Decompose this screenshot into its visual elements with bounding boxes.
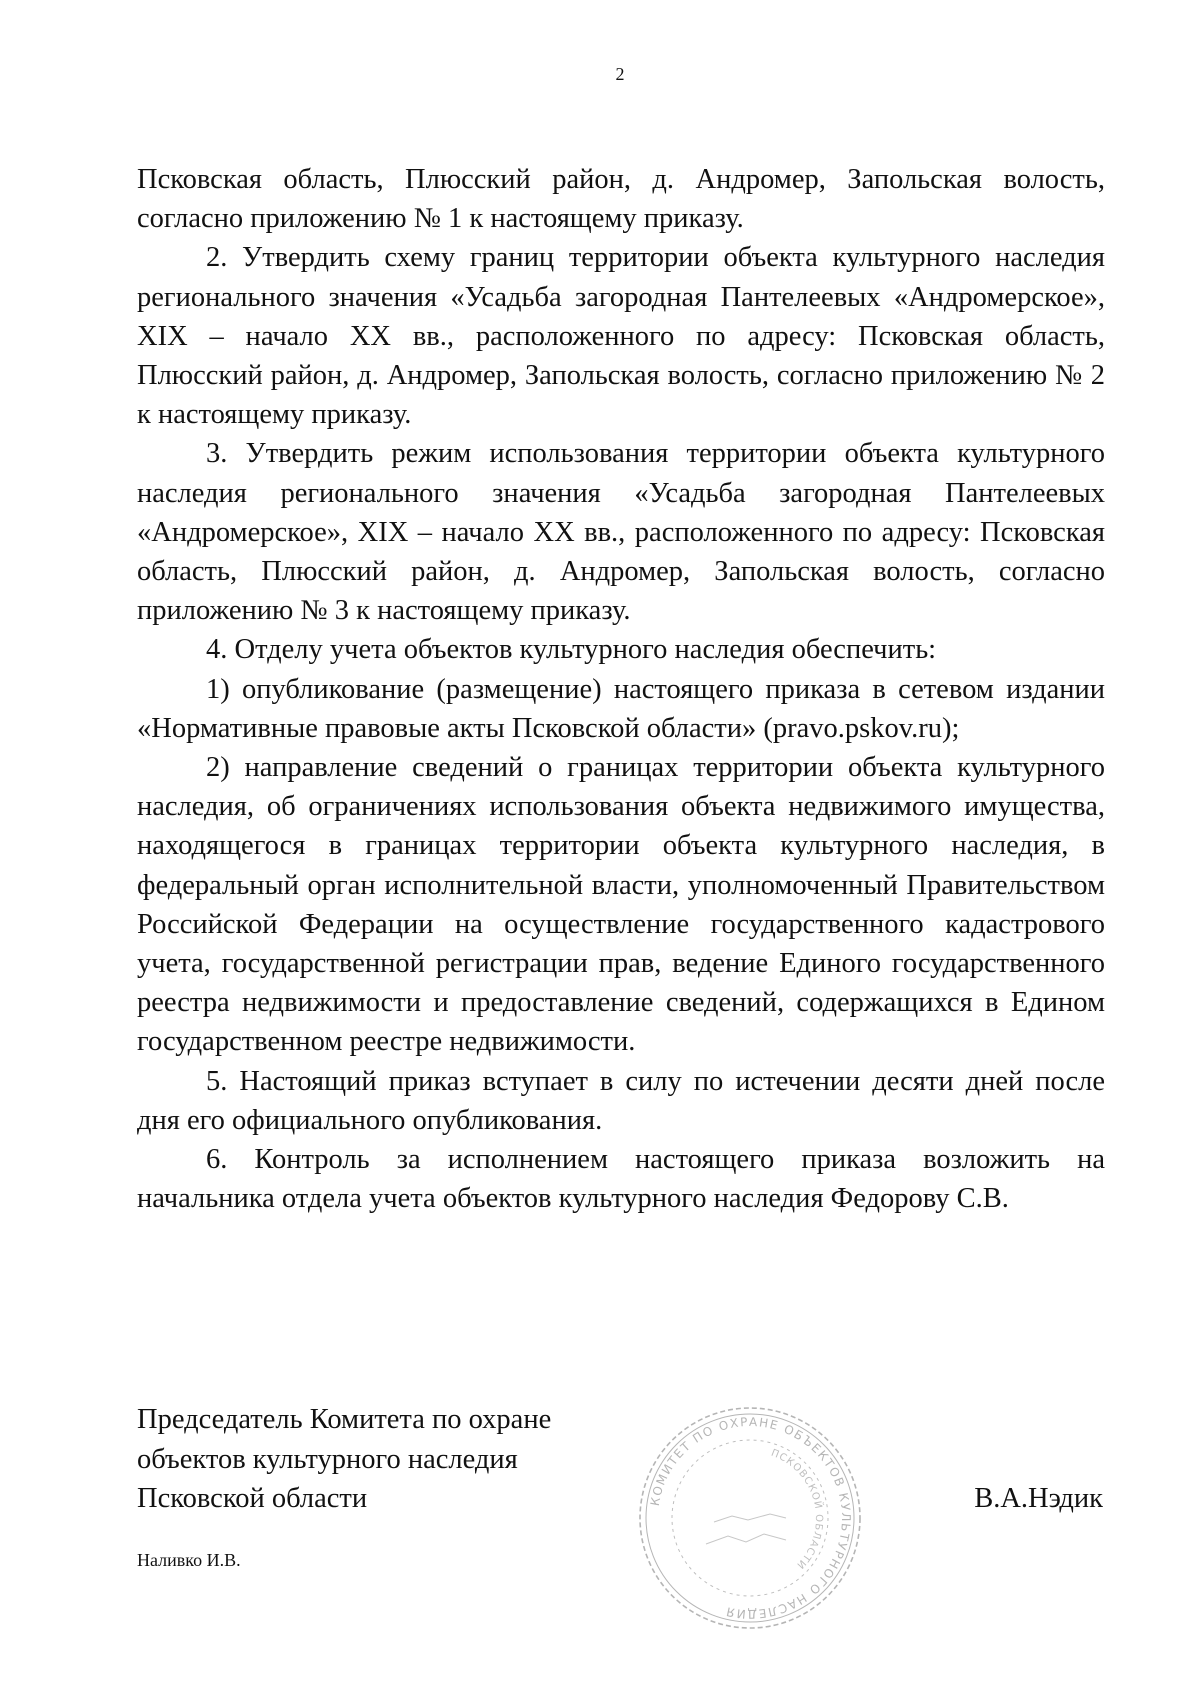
seal-outer-text: КОМИТЕТ ПО ОХРАНЕ ОБЪЕКТОВ КУЛЬТУРНОГО НАСЛЕДИЯ [647,1414,854,1622]
seal-inner-text: ПСКОВСКОЙ ОБЛАСТИ [769,1447,825,1571]
paragraph-item-6: 6. Контроль за исполнением настоящего приказа возложить на начальника отдела учета объектов культурного наследия Федорову С.В. [137,1144,1105,1215]
signature-block [137,1400,1105,1519]
page-number: 2 [615,64,625,84]
signer-title-line-3: Псковской области [137,1483,368,1514]
paragraph-item-5: 5. Настоящий приказ вступает в силу по истечении десяти дней после дня его официального опубликования. [137,1065,1105,1136]
executor-name: Наливко И.В. [137,1550,241,1570]
paragraph-item-3: 3. Утвердить режим использования территории объекта культурного наследия регионального значения «Усадьба загородная Пантелеевых «Андромерское», XIX – начало XX вв., расположенного по адресу: Псковская область, Плюсский район, д. Андромер, Запольская волость, согласно приложению № 3 к настоящему приказу. [137,438,1105,627]
paragraph-address-continuation: Псковская область, Плюсский район, д. Андромер, Запольская волость, согласно приложению № 1 к настоящему приказу. [137,164,1105,235]
paragraph-subitem-2: 2) направление сведений о границах территории объекта культурного наследия, об ограничениях использования объекта недвижимого имущества, находящегося в границах территории объекта культурного наследия, в федеральный орган исполнительной власти, уполномоченный Правительством Российской Федерации на осуществление государственного кадастрового учета, государственной регистрации прав, ведение Единого государственного реестра недвижимости и предоставление сведений, содержащихся в Едином государственном реестре недвижимости. [137,752,1105,1058]
paragraph-item-4: 4. Отделу учета объектов культурного наследия обеспечить: [206,634,937,666]
paragraph-item-2: 2. Утвердить схему границ территории объекта культурного наследия регионального значения «Усадьба загородная Пантелеевых «Андромерское», XIX – начало XX вв., расположенного по адресу: Псковская область, Плюсский район, д. Андромер, Запольская волость, согласно приложению № 2 к настоящему приказу. [137,242,1105,431]
signer-name: В.А.Нэдик [974,1483,1103,1514]
signer-title-line-2: объектов культурного наследия [137,1443,518,1475]
order-body-text [137,160,1105,1218]
paragraph-subitem-1: 1) опубликование (размещение) настоящего приказа в сетевом издании «Нормативные правовые акты Псковской области» (pravo.pskov.ru); [137,673,1105,744]
signer-title-line-1: Председатель Комитета по охране [137,1404,552,1435]
